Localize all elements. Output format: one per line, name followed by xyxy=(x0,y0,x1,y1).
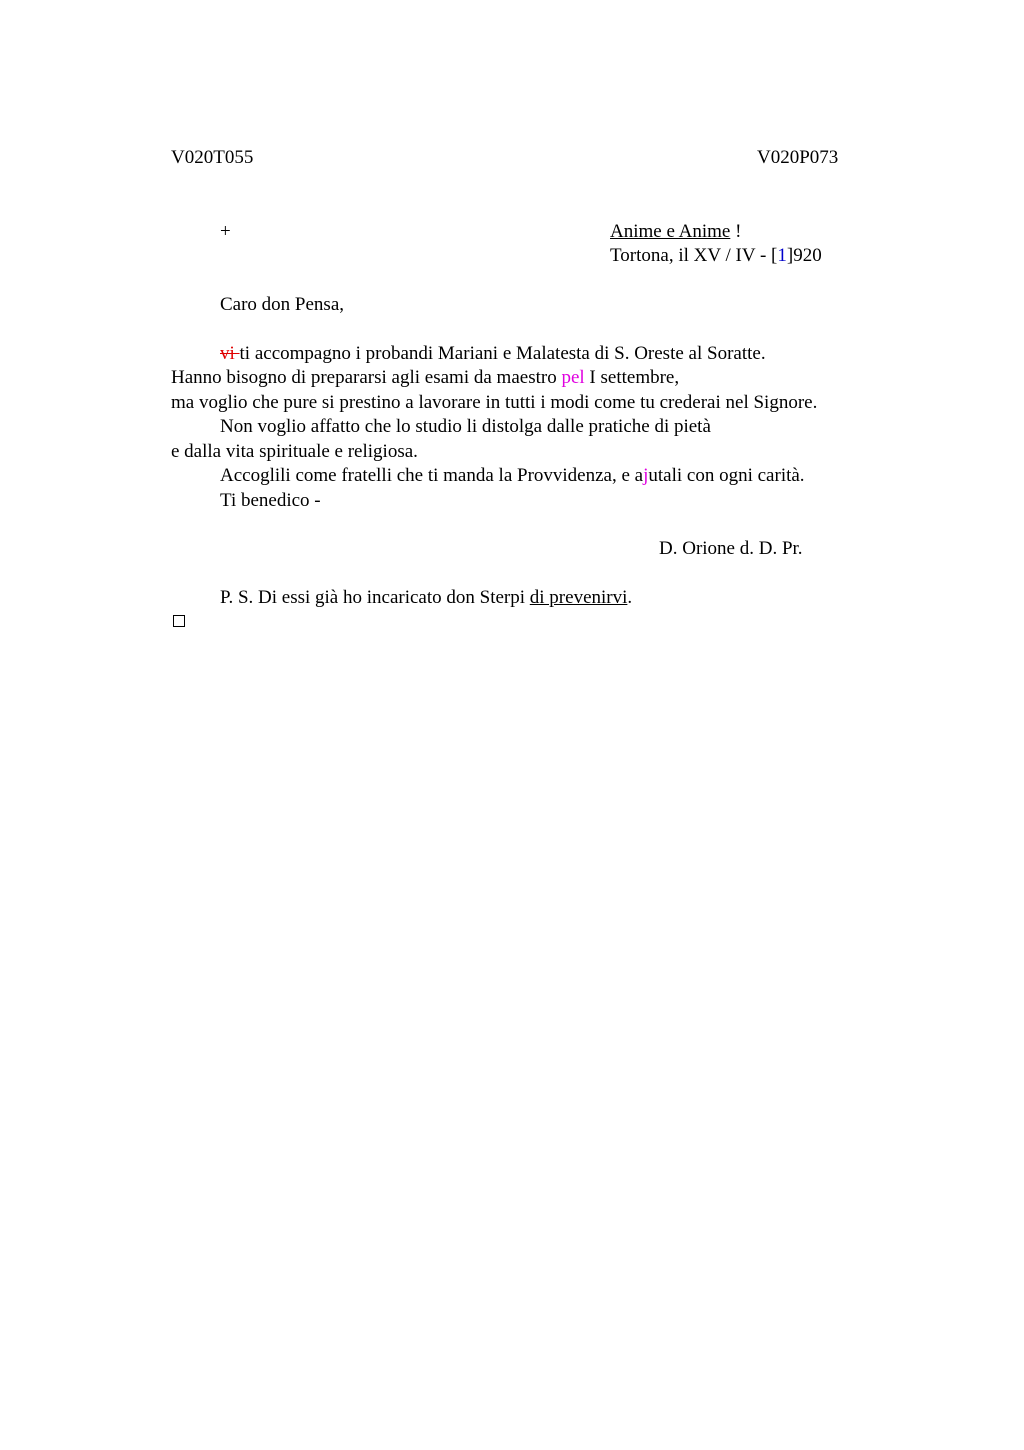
body-line-6-suffix: utali con ogni carità. xyxy=(648,465,805,486)
place-date-line xyxy=(610,244,822,268)
place-date-prefix: Tortona, il XV / IV - [ xyxy=(610,245,778,266)
checkbox-square-icon xyxy=(173,615,185,627)
document-code-left: V020T055 xyxy=(171,147,254,168)
motto-line xyxy=(610,220,741,244)
body-line-5: e dalla vita spirituale e religiosa. xyxy=(171,441,418,462)
body-line-7: Ti benedico - xyxy=(220,490,321,511)
postscript-prefix: P. S. Di essi già ho incaricato don Sterpi xyxy=(220,587,530,608)
deleted-word: vi xyxy=(220,343,240,364)
signature: D. Orione d. D. Pr. xyxy=(659,538,803,559)
place-date-suffix: ]920 xyxy=(786,245,822,266)
editorial-digit: 1 xyxy=(777,245,787,266)
body-line-1-text: ti accompagno i probandi Mariani e Malatesta di S. Oreste al Soratte. xyxy=(239,343,766,364)
body-line-6 xyxy=(220,464,805,488)
body-line-2-prefix: Hanno bisogno di prepararsi agli esami da maestro xyxy=(171,367,562,388)
body-line-2 xyxy=(171,366,679,390)
body-line-3: ma voglio che pure si prestino a lavorare in tutti i modi come tu crederai nel Signore. xyxy=(171,392,818,413)
salutation: Caro don Pensa, xyxy=(220,294,345,315)
motto-exclamation: ! xyxy=(730,221,742,242)
inserted-letter: j xyxy=(643,465,649,486)
body-line-2-suffix: I settembre, xyxy=(584,367,680,388)
postscript-suffix: . xyxy=(627,587,633,608)
postscript-underlined: di prevenirvi xyxy=(529,587,628,608)
body-line-4: Non voglio affatto che lo studio li distolga dalle pratiche di pietà xyxy=(220,416,711,437)
document-code-right: V020P073 xyxy=(757,147,839,168)
body-line-6-prefix: Accoglili come fratelli che ti manda la Provvidenza, e a xyxy=(220,465,644,486)
motto-text: Anime e Anime xyxy=(610,221,731,242)
postscript xyxy=(220,586,632,610)
cross-mark: + xyxy=(220,221,231,242)
body-line-1 xyxy=(220,342,766,366)
inserted-word: pel xyxy=(561,367,585,388)
